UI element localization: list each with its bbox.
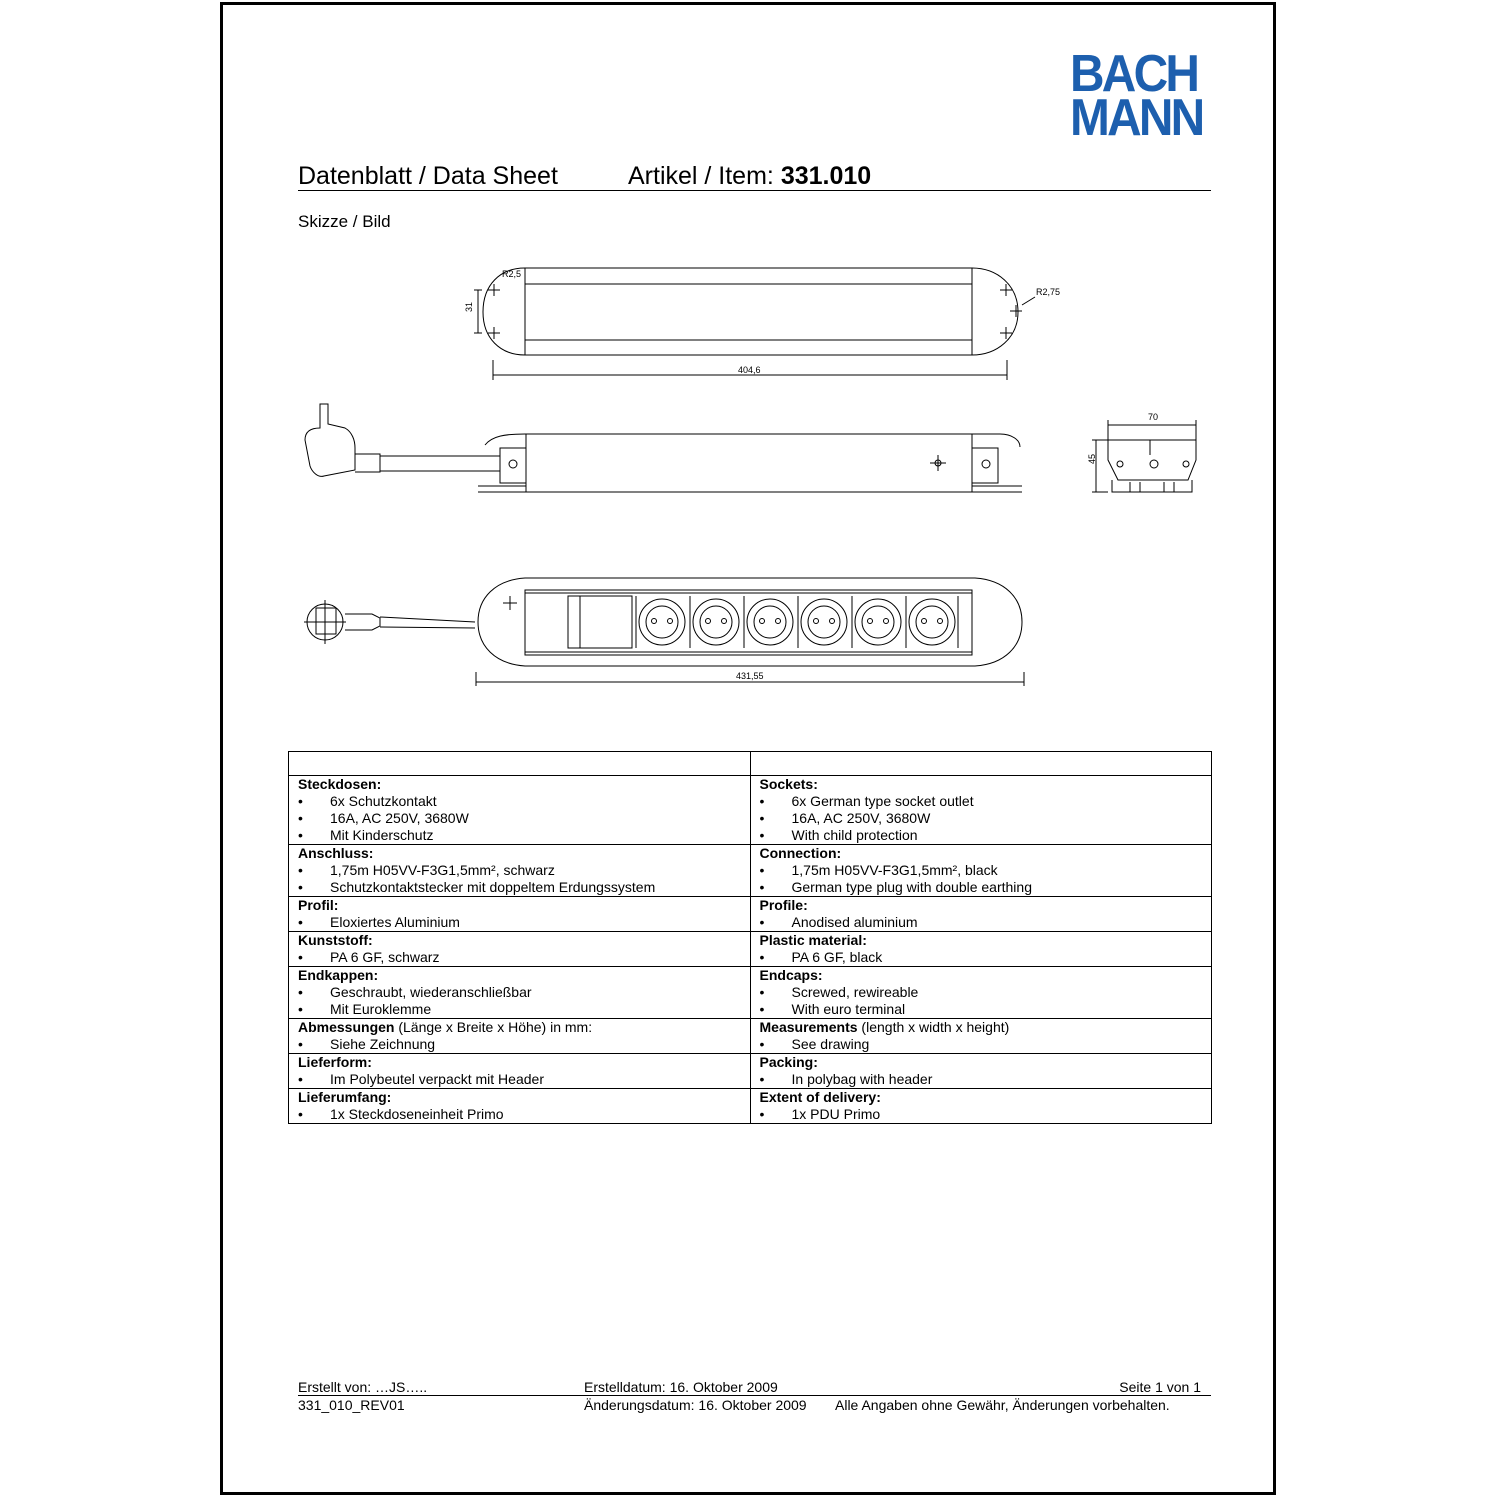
spec-bullet-text: PA 6 GF, black: [791, 949, 883, 965]
spec-row: [289, 1019, 1212, 1054]
spec-bullet-item: [760, 1036, 1203, 1053]
spec-section-title: Profil:: [298, 897, 339, 913]
bullet-icon: •: [298, 1036, 303, 1052]
dim-width: 70: [1148, 412, 1159, 422]
bullet-icon: •: [298, 810, 303, 826]
spec-bullet-item: [760, 879, 1203, 896]
footer: [298, 1378, 1211, 1413]
bullet-icon: •: [759, 914, 765, 930]
spec-section-title: Anschluss:: [298, 845, 374, 861]
bullet-icon: •: [759, 862, 765, 878]
spec-bullet-item: [298, 949, 741, 966]
spec-section-note: (length x width x height): [857, 1019, 1010, 1035]
dim-31: 31: [464, 301, 474, 312]
spec-section-title: Lieferform:: [298, 1054, 372, 1070]
spec-bullet-text: PA 6 GF, schwarz: [330, 949, 440, 965]
spec-heading: [298, 845, 741, 862]
spec-bullet-item: [760, 793, 1203, 810]
bullet-icon: •: [298, 879, 303, 895]
spec-cell-german: [289, 1089, 751, 1124]
spec-cell-german: [289, 845, 751, 897]
spec-section-title: Endcaps:: [759, 967, 823, 983]
spec-heading: [760, 776, 1203, 793]
spec-cell-english: [750, 932, 1212, 967]
spec-header-row: [289, 752, 1212, 776]
spec-bullet-item: [298, 827, 741, 844]
spec-bullet-text: See drawing: [791, 1036, 870, 1052]
spec-row: [289, 1054, 1212, 1089]
spec-bullet-item: [298, 793, 741, 810]
side-view: [305, 404, 1022, 492]
bullet-icon: •: [298, 984, 303, 1000]
spec-section-note: (Länge x Breite x Höhe) in mm:: [394, 1019, 593, 1035]
logo-line-2: MANN: [1070, 89, 1203, 147]
footer-created-date: Erstelldatum: 16. Oktober 2009: [584, 1379, 778, 1395]
bullet-icon: •: [759, 879, 765, 895]
dim-length-bottom: 431,55: [736, 671, 764, 681]
dim-height: 45: [1087, 453, 1097, 464]
bullet-icon: •: [298, 914, 303, 930]
spec-section-title: Kunststoff:: [298, 932, 373, 948]
spec-section-title: Profile:: [759, 897, 808, 913]
bullet-icon: •: [298, 862, 303, 878]
spec-bullet-item: [760, 810, 1203, 827]
technical-drawing: [0, 0, 1500, 740]
spec-cell-english: [750, 776, 1212, 845]
spec-bullet-text: Anodised aluminium: [791, 914, 918, 930]
spec-heading: [298, 897, 741, 914]
bullet-icon: •: [298, 949, 303, 965]
footer-row-2: [298, 1396, 1211, 1413]
spec-section-title: Packing:: [759, 1054, 818, 1070]
spec-cell-german: [289, 967, 751, 1019]
spec-heading: [760, 932, 1203, 949]
spec-bullet-item: [760, 984, 1203, 1001]
spec-heading: [760, 1089, 1203, 1106]
bullet-icon: •: [759, 1036, 765, 1052]
footer-row-1: [298, 1378, 1211, 1396]
bullet-icon: •: [298, 793, 303, 809]
spec-cell-german: [289, 1019, 751, 1054]
spec-bullet-item: [760, 827, 1203, 844]
spec-heading: [298, 1089, 741, 1106]
spec-bullet-item: [298, 879, 741, 896]
footer-page: Seite 1 von 1: [1119, 1379, 1201, 1395]
spec-cell-english: [750, 1054, 1212, 1089]
spec-section-title: Sockets:: [759, 776, 818, 792]
spec-heading: [298, 776, 741, 793]
spec-section-title: Extent of delivery:: [759, 1089, 881, 1105]
front-view: [304, 578, 1024, 686]
bullet-icon: •: [759, 1001, 765, 1017]
footer-created-by: Erstellt von: …JS…..: [298, 1379, 428, 1395]
spec-bullet-text: 1,75m H05VV-F3G1,5mm², black: [791, 862, 998, 878]
bullet-icon: •: [298, 1001, 303, 1017]
spec-row: [289, 932, 1212, 967]
footer-changed-date: Änderungsdatum: 16. Oktober 2009: [584, 1397, 807, 1413]
spec-row: [289, 897, 1212, 932]
bullet-icon: •: [759, 827, 765, 843]
spec-section-title: Endkappen:: [298, 967, 379, 983]
spec-heading: [760, 897, 1203, 914]
spec-heading: [760, 1019, 1203, 1036]
spec-cell-english: [750, 1019, 1212, 1054]
spec-bullet-text: 16A, AC 250V, 3680W: [330, 810, 469, 826]
spec-cell-german: [289, 776, 751, 845]
spec-bullet-item: [298, 1001, 741, 1018]
spec-section-title: Abmessungen: [298, 1019, 395, 1035]
spec-heading: [760, 845, 1203, 862]
spec-heading: [298, 932, 741, 949]
spec-bullet-item: [298, 914, 741, 931]
spec-bullet-text: Schutzkontaktstecker mit doppeltem Erdungssystem: [330, 879, 656, 895]
spec-bullet-item: [298, 1106, 741, 1123]
spec-cell-english: [750, 967, 1212, 1019]
spec-bullet-text: Screwed, rewireable: [791, 984, 919, 1000]
logo-line-1: BACH: [1070, 45, 1198, 103]
spec-heading: [298, 1054, 741, 1071]
spec-bullet-text: Mit Kinderschutz: [330, 827, 434, 843]
spec-cell-german: [289, 932, 751, 967]
spec-bullet-item: [298, 1036, 741, 1053]
spec-section-title: Steckdosen:: [298, 776, 382, 792]
spec-bullet-item: [760, 1071, 1203, 1088]
spec-section-title: Connection:: [759, 845, 842, 861]
sketch-label: Skizze / Bild: [298, 212, 391, 231]
item-number: 331.010: [780, 162, 872, 190]
spec-cell-english: [750, 897, 1212, 932]
bullet-icon: •: [759, 949, 765, 965]
spec-bullet-text: 6x Schutzkontakt: [330, 793, 437, 809]
spec-bullet-text: With euro terminal: [791, 1001, 906, 1017]
bullet-icon: •: [298, 827, 303, 843]
spec-bullet-text: 1x PDU Primo: [791, 1106, 881, 1122]
spec-row: [289, 967, 1212, 1019]
spec-bullet-text: In polybag with header: [791, 1071, 933, 1087]
spec-cell-german: [289, 1054, 751, 1089]
spec-bullet-text: Im Polybeutel verpackt mit Header: [330, 1071, 544, 1087]
spec-bullet-text: Eloxiertes Aluminium: [330, 914, 460, 930]
bullet-icon: •: [298, 1071, 303, 1087]
spec-cell-english: [750, 845, 1212, 897]
spec-section-title: Measurements: [759, 1019, 858, 1035]
bullet-icon: •: [759, 984, 765, 1000]
dim-length-top: 404,6: [738, 365, 761, 375]
spec-bullet-item: [298, 984, 741, 1001]
footer-disclaimer: Alle Angaben ohne Gewähr, Änderungen vorbehalten.: [835, 1397, 1170, 1413]
top-view: [464, 268, 1060, 380]
item-label: Artikel / Item:: [628, 162, 774, 190]
spec-heading: [760, 967, 1203, 984]
spec-heading: [298, 967, 741, 984]
spec-heading: [298, 1019, 741, 1036]
spec-cell-english: [750, 1089, 1212, 1124]
bullet-icon: •: [759, 1071, 765, 1087]
spec-table: [288, 751, 1212, 1124]
spec-row: [289, 845, 1212, 897]
spec-row: [289, 1089, 1212, 1124]
bullet-icon: •: [298, 1106, 303, 1122]
spec-bullet-item: [298, 810, 741, 827]
spec-cell-german: [289, 897, 751, 932]
bullet-icon: •: [759, 1106, 765, 1122]
spec-bullet-item: [298, 862, 741, 879]
spec-section-title: Plastic material:: [759, 932, 867, 948]
header-title: Datenblatt / Data Sheet: [298, 162, 558, 190]
spec-bullet-text: Siehe Zeichnung: [330, 1036, 436, 1052]
spec-section-title: Lieferumfang:: [298, 1089, 392, 1105]
spec-bullet-item: [760, 914, 1203, 931]
spec-bullet-text: 6x German type socket outlet: [791, 793, 974, 809]
bullet-icon: •: [759, 810, 765, 826]
spec-bullet-text: Mit Euroklemme: [330, 1001, 432, 1017]
spec-bullet-item: [760, 1106, 1203, 1123]
spec-bullet-item: [760, 1001, 1203, 1018]
spec-row: [289, 776, 1212, 845]
end-view: [1087, 412, 1196, 492]
spec-bullet-text: 1,75m H05VV-F3G1,5mm², schwarz: [330, 862, 555, 878]
spec-bullet-text: Geschraubt, wiederanschließbar: [330, 984, 532, 1000]
spec-bullet-text: 1x Steckdoseneinheit Primo: [330, 1106, 504, 1122]
dim-r25: R2,5: [502, 269, 522, 279]
socket-row: [636, 596, 958, 648]
spec-bullet-item: [760, 949, 1203, 966]
dim-r275: R2,75: [1036, 287, 1061, 297]
footer-doc-id: 331_010_REV01: [298, 1397, 405, 1413]
bullet-icon: •: [759, 793, 765, 809]
spec-bullet-text: German type plug with double earthing: [791, 879, 1032, 895]
spec-bullet-text: 16A, AC 250V, 3680W: [791, 810, 931, 826]
spec-bullet-item: [298, 1071, 741, 1088]
spec-bullet-text: With child protection: [791, 827, 918, 843]
spec-heading: [760, 1054, 1203, 1071]
spec-bullet-item: [760, 862, 1203, 879]
